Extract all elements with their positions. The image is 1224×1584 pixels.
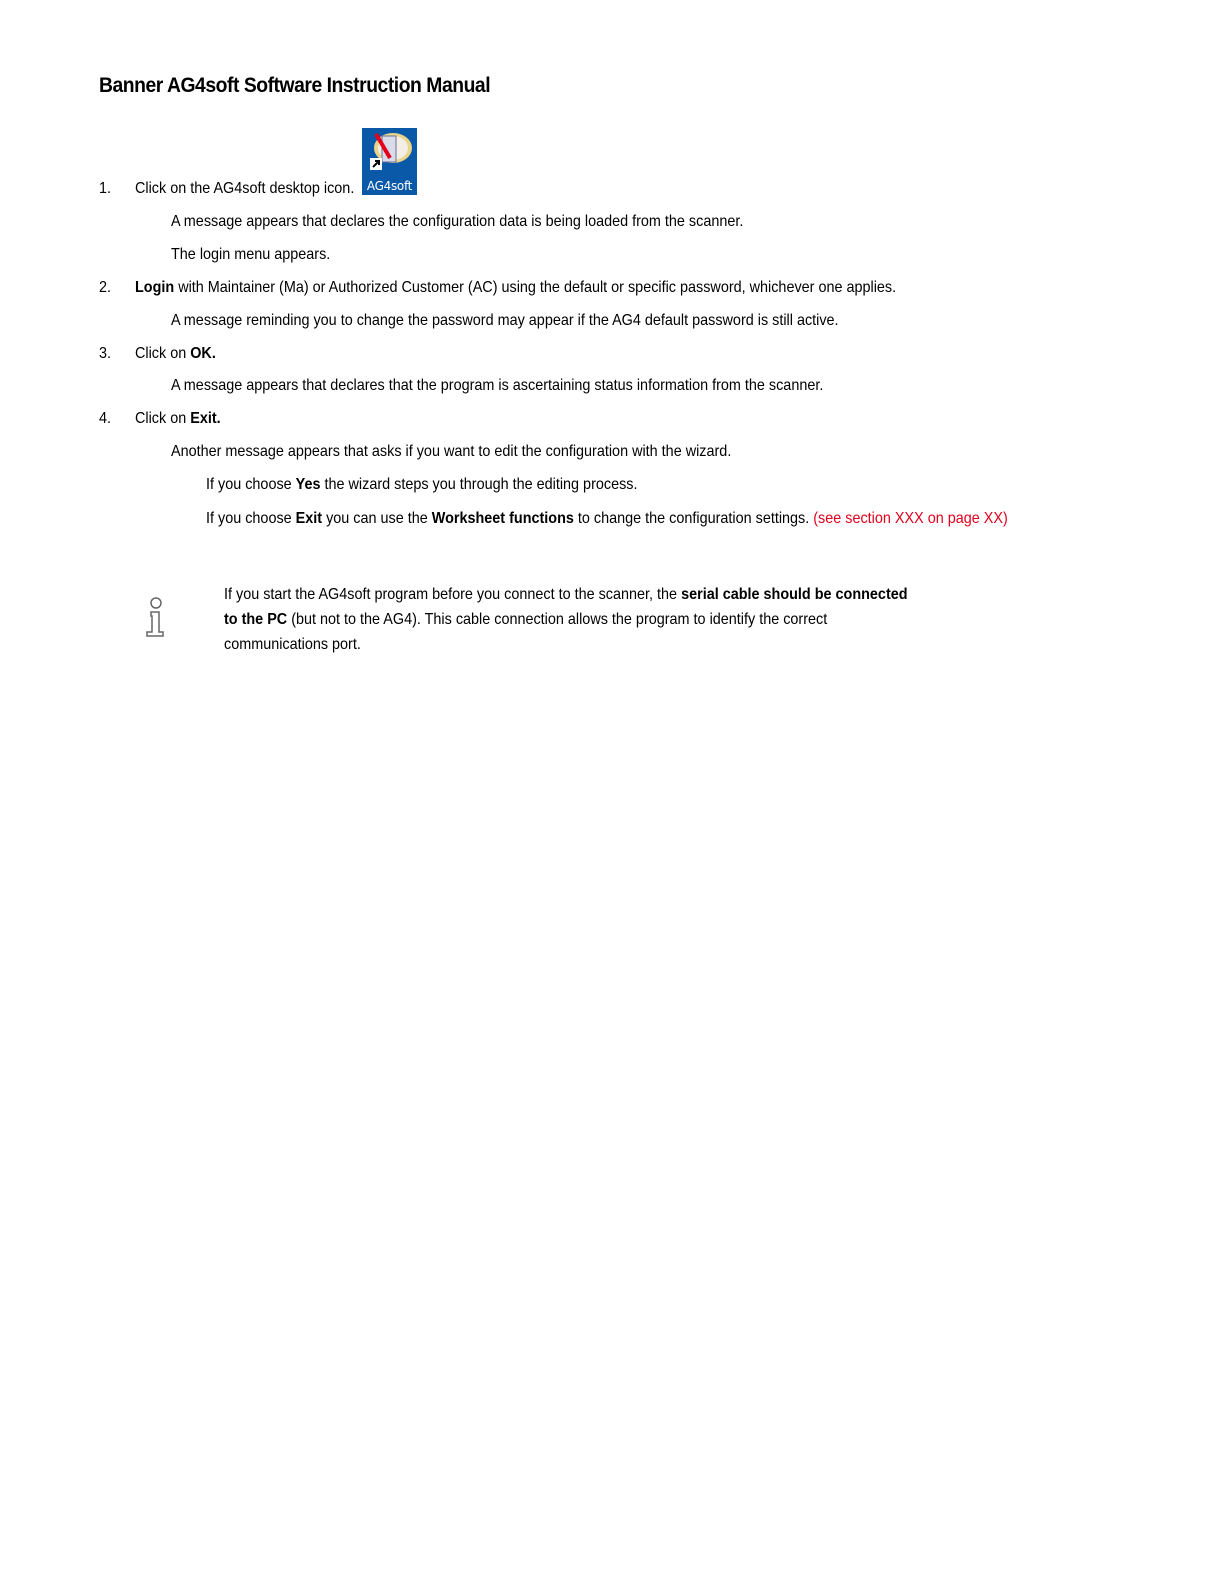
step-3-detail-1: A message appears that declares that the program is ascertaining status information from the scanner. — [171, 377, 824, 394]
step-4-bold: Exit. — [190, 410, 221, 427]
section-reference-link[interactable]: (see section XXX on page XX) — [813, 510, 1008, 527]
choice-yes — [206, 476, 637, 494]
step-2-bold: Login — [135, 279, 175, 296]
step-4-detail-1: Another message appears that asks if you want to edit the configuration with the wizard. — [171, 443, 732, 460]
ag4soft-icon-label: AG4soft — [366, 179, 413, 193]
ag4soft-app-icon[interactable] — [362, 128, 417, 195]
choice-yes-bold: Yes — [295, 476, 321, 493]
step-2-number: 2. — [99, 279, 112, 296]
choice-exit-bold: Exit — [295, 510, 323, 527]
note-post: (but not to the AG4). This cable connection allows the program to identify the correct communications port. — [224, 611, 828, 653]
step-3-bold: OK. — [190, 345, 216, 362]
note-bold: serial cable should be connected to the PC — [224, 586, 908, 628]
info-icon — [142, 596, 170, 638]
note-text — [224, 582, 917, 657]
note-pre: If you start the AG4soft program before you connect to the scanner, the — [224, 586, 682, 603]
step-3-lead: Click on — [135, 345, 191, 362]
step-4-lead: Click on — [135, 410, 191, 427]
step-3-text — [135, 345, 216, 363]
step-4-number: 4. — [99, 410, 112, 427]
step-1-number: 1. — [99, 180, 112, 197]
step-2-rest: with Maintainer (Ma) or Authorized Customer (AC) using the default or specific password, whichever one applies. — [174, 279, 897, 296]
step-4-text — [135, 410, 221, 428]
choice-yes-pre: If you choose — [206, 476, 296, 493]
choice-exit — [206, 510, 1008, 528]
step-2-text — [135, 279, 896, 297]
choice-yes-post: the wizard steps you through the editing process. — [320, 476, 638, 493]
page-title: Banner AG4soft Software Instruction Manual — [99, 74, 491, 97]
step-1-detail-1: A message appears that declares the configuration data is being loaded from the scanner. — [171, 213, 744, 230]
choice-exit-post: to change the configuration settings. — [573, 510, 814, 527]
step-1-detail-2: The login menu appears. — [171, 246, 331, 263]
step-1-text: Click on the AG4soft desktop icon. — [135, 180, 355, 197]
step-2-detail-1: A message reminding you to change the password may appear if the AG4 default password is still active. — [171, 312, 839, 329]
choice-exit-pre: If you choose — [206, 510, 296, 527]
choice-exit-bold2: Worksheet functions — [431, 510, 574, 527]
step-3-number: 3. — [99, 345, 112, 362]
choice-exit-mid: you can use the — [322, 510, 432, 527]
